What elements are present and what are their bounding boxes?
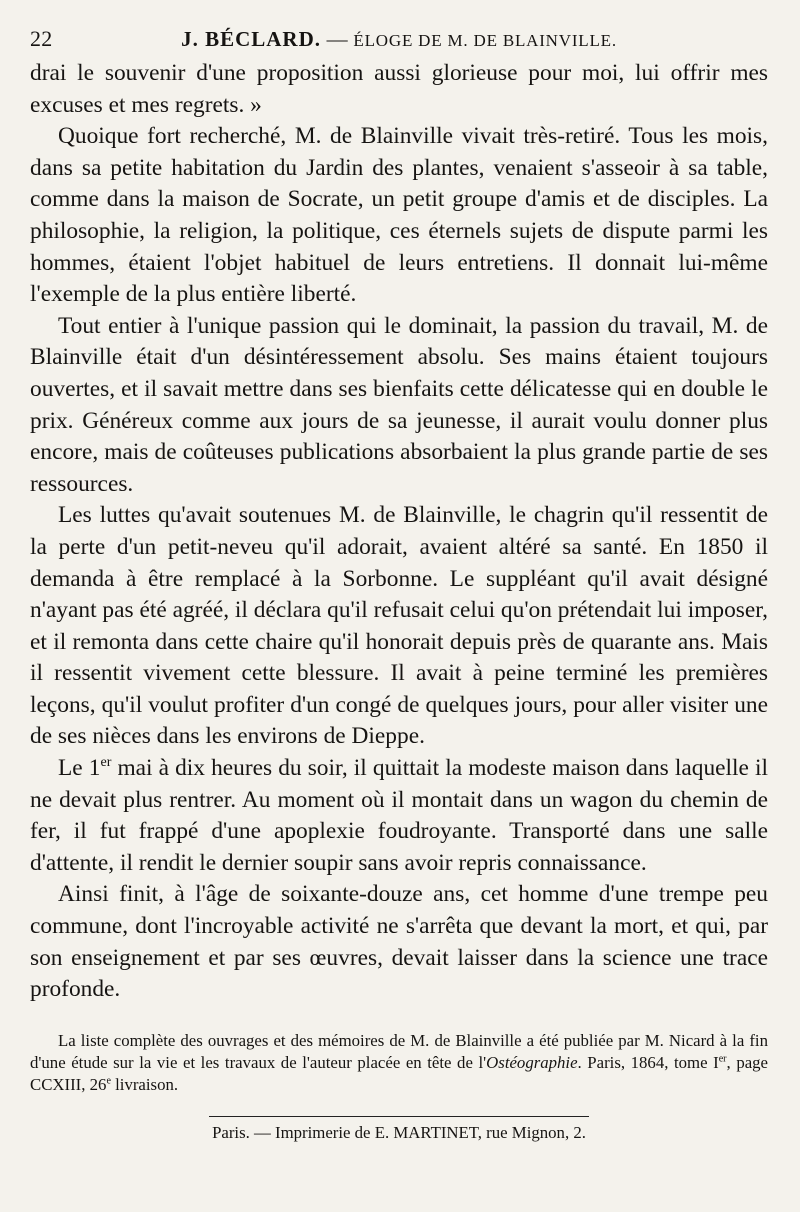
paragraph: Ainsi finit, à l'âge de soixante-douze ans, cet homme d'une trempe peu commune, dont l'incroyable activité ne s'arrêta que devant la mort, et qui, par son enseignement et par ses œuvres, devait laisser dans la science une trace profonde. (30, 881, 768, 1003)
superscript: er (718, 1053, 727, 1065)
imprint: Paris. — Imprimerie de E. MARTINET, rue Mignon, 2. (212, 1122, 586, 1142)
superscript: er (100, 754, 112, 771)
running-header (30, 26, 768, 52)
paragraph-rest: mai à dix heures du soir, il quittait la modeste maison dans laquelle il ne devait plus rentrer. Au moment où il montait dans un wagon du chemin de fer, il fut frappé d'une apoplexie foudroyante. Transporté dans une salle d'attente, il rendit le dernier soupir sans avoir repris connaissance. (30, 755, 769, 876)
page-number: 22 (30, 26, 53, 51)
header-dash: — (321, 27, 354, 51)
footnote-text: livraison. (110, 1074, 179, 1094)
body-text (30, 58, 768, 1006)
footnote-text: La liste complète des ouvrages et des mémoires de M. de Blainville a été publiée par M. Nicard à la fin d'une étude sur la vie et les travaux de l'auteur placée en tête de l' (30, 1030, 768, 1072)
imprint-rule (209, 1116, 589, 1117)
paragraph: Quoique fort recherché, M. de Blainville vivait très-retiré. Tous les mois, dans sa petite habitation du Jardin des plantes, venaient s'asseoir à sa table, comme dans la maison de Socrate, un petit groupe d'amis et de disciples. La philosophie, la religion, la politique, ces éternels sujets de dispute parmi les hommes, étaient l'objet habituel de leurs entretiens. Il donnait lui-même l'exemple de la plus entière liberté. (30, 123, 768, 308)
paragraph: Tout entier à l'unique passion qui le dominait, la passion du travail, M. de Blainville était d'un désintéressement absolu. Ses mains étaient toujours ouvertes, et il savait mettre dans ses bienfaits cette délicatesse qui en double le prix. Généreux comme aux jours de sa jeunesse, il aurait voulu donner plus encore, mais de coûteuses publications absorbaient la plus grande partie de ses ressources. (30, 312, 768, 497)
paragraph: drai le souvenir d'une proposition aussi glorieuse pour moi, lui offrir mes excuses et mes regrets. » (30, 60, 768, 118)
paragraph-may (30, 753, 768, 879)
header-title: ÉLOGE DE M. DE BLAINVILLE. (353, 31, 617, 50)
footnote-italic-title: Ostéographie (486, 1052, 578, 1072)
superscript: e (106, 1075, 111, 1087)
author-name: J. BÉCLARD. (181, 27, 322, 51)
footnote-text: . Paris, 1864, tome I (577, 1052, 719, 1072)
paragraph: Les luttes qu'avait soutenues M. de Blainville, le chagrin qu'il ressentit de la perte d'un petit-neveu qu'il adorait, avaient altéré sa santé. En 1850 il demanda à être remplacé à la Sorbonne. Le suppléant qu'il avait désigné n'ayant pas été agréé, il déclara qu'il refusait celui qu'on prétendait lui imposer, et il remonta dans cette chaire qu'il honorait depuis près de quarante ans. Mais il ressentit vivement cette blessure. Il avait à peine terminé les premières leçons, qu'il voulut profiter d'un congé de quelques jours, pour aller visiter une de ses nièces dans les environs de Dieppe. (30, 502, 768, 750)
footnote (30, 1030, 768, 1096)
running-head (90, 27, 768, 52)
footnote-text: , page CCXIII, 26 (30, 1052, 768, 1094)
paragraph-start: Le 1 (58, 755, 101, 782)
